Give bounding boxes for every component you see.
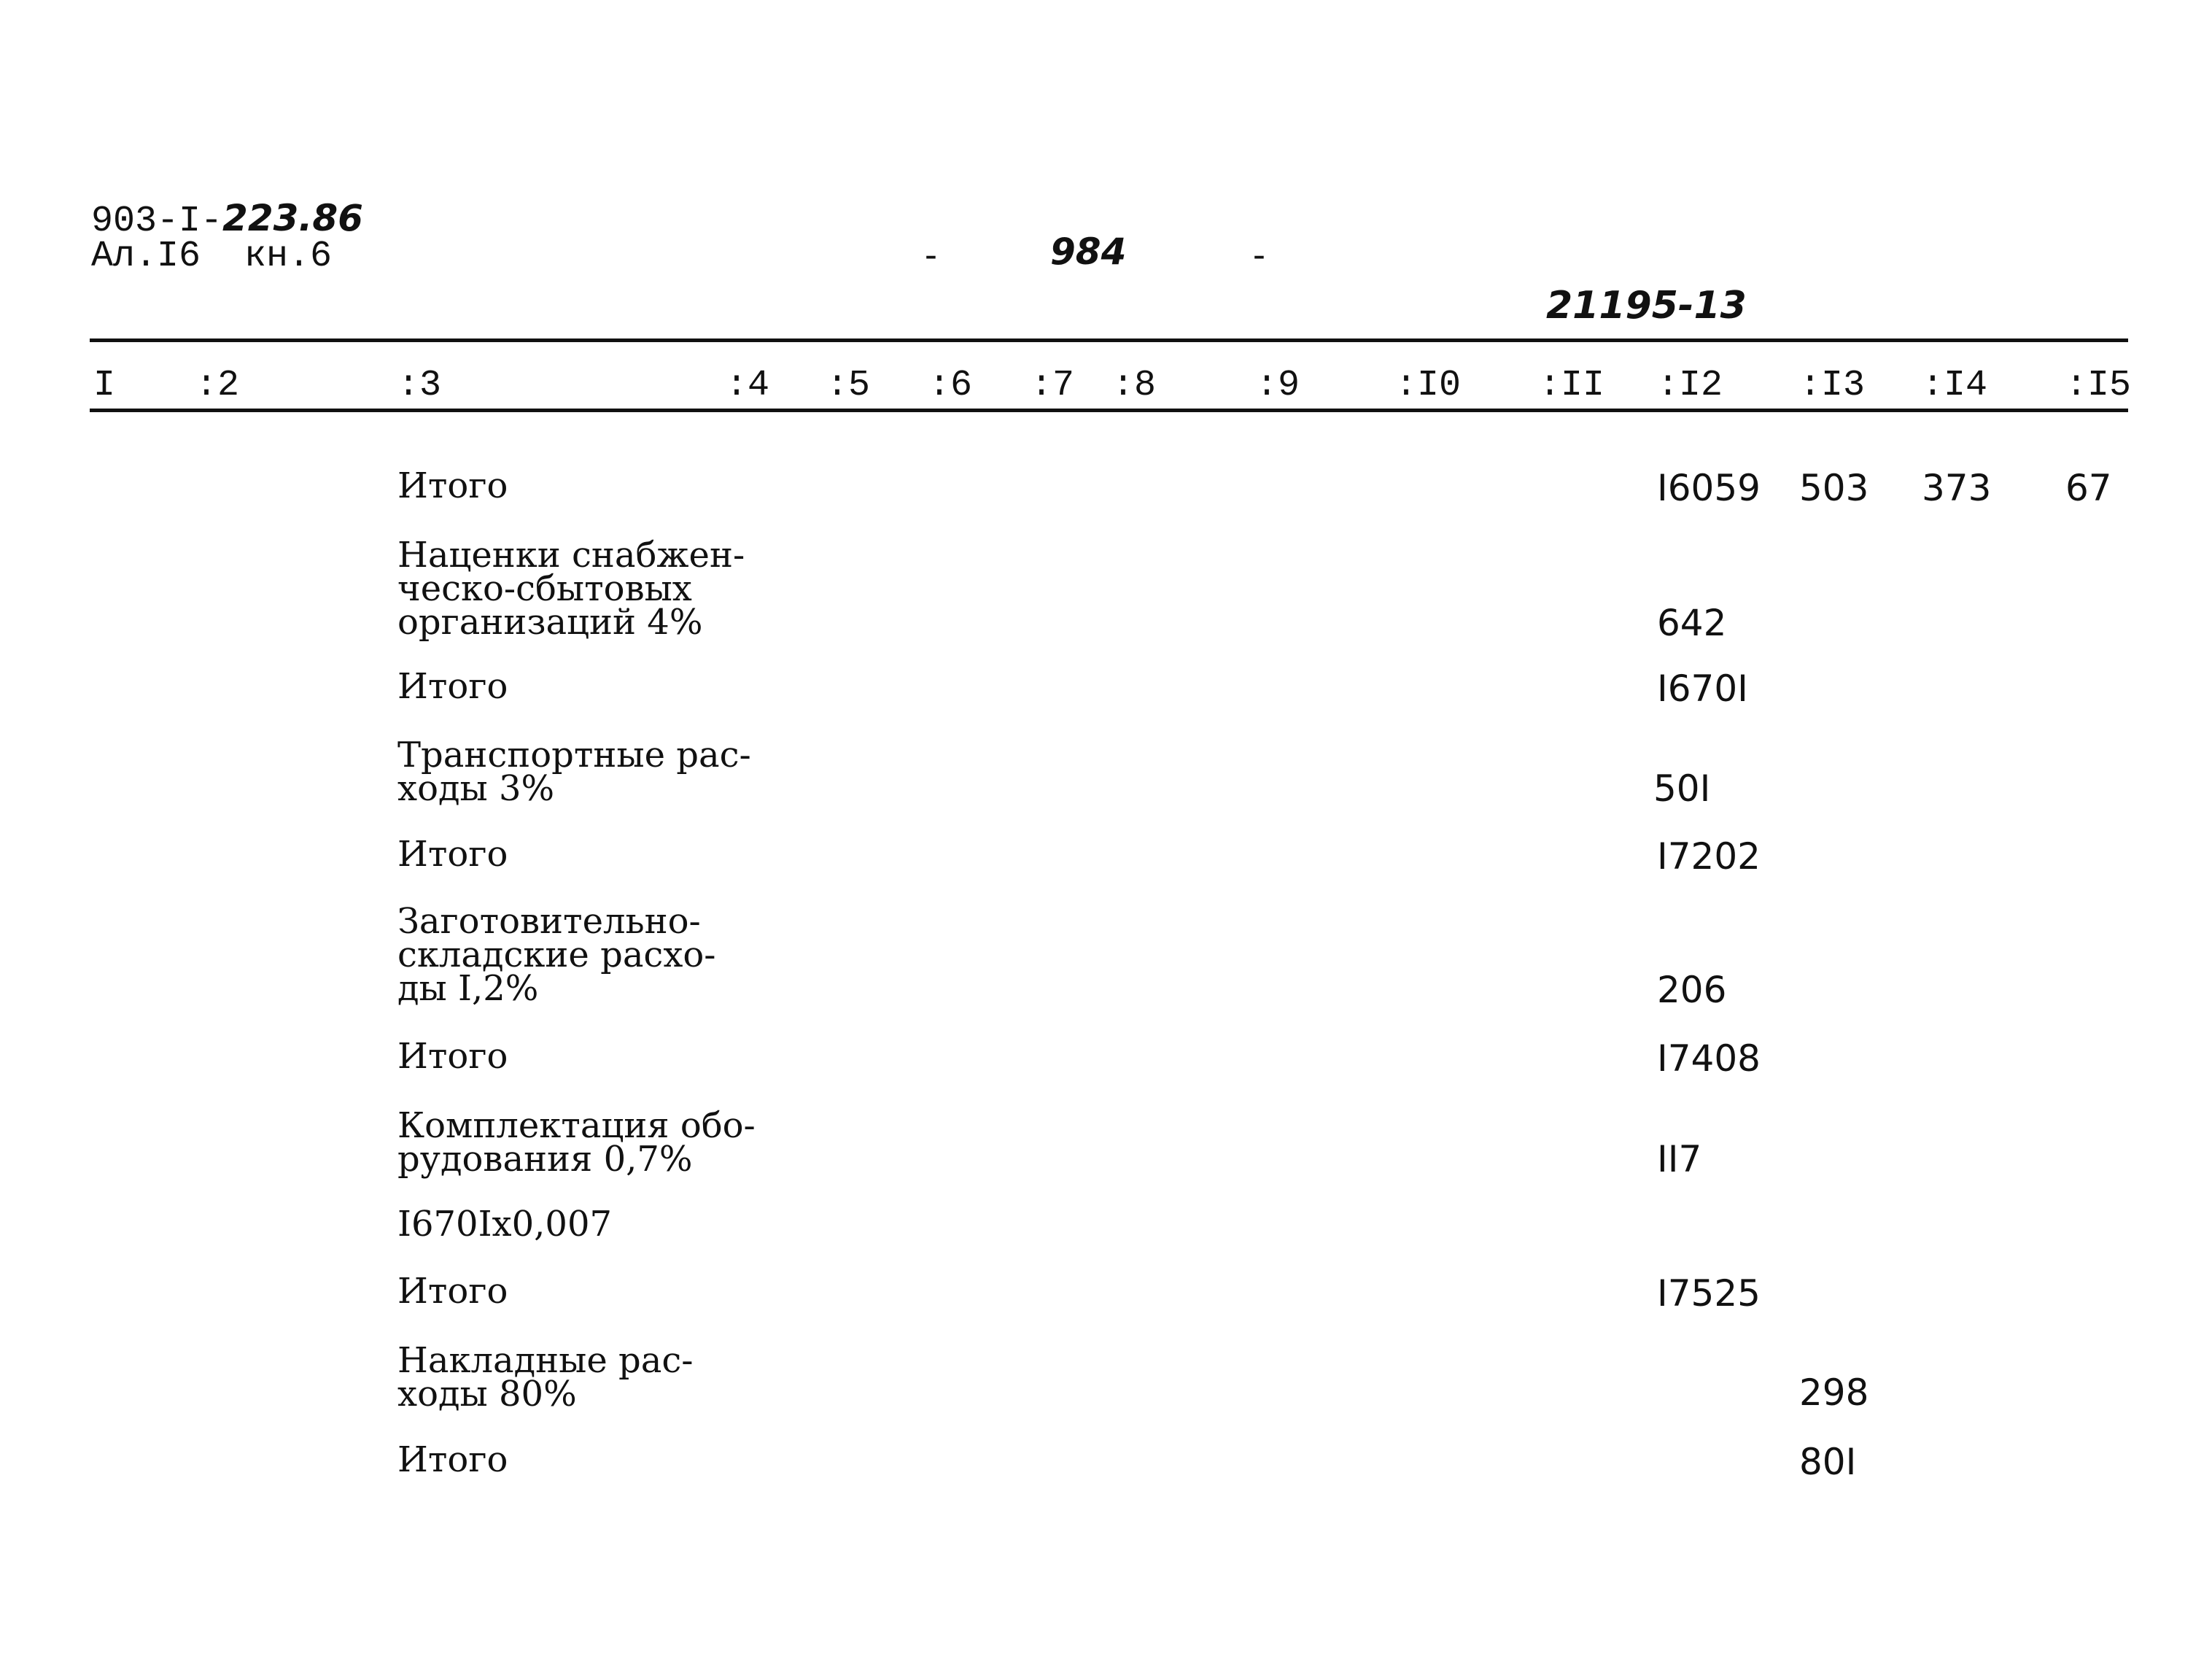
row-value-col12: I670I [1657,667,1748,710]
row-label: Итого [397,666,508,707]
row-label: Транспортные рас- ходы 3% [397,735,751,809]
document-code-prefix: 903-I- [91,201,223,242]
row-label: Итого [397,1271,508,1312]
row-value-col13: 503 [1799,467,1869,509]
col-13: :I3 [1799,365,1866,406]
col-15: :I5 [2065,365,2132,406]
row-label: Итого [397,1036,508,1077]
row-label: Наценки снабжен- ческо-сбытовых организаций 4% [397,535,745,643]
table-top-rule [90,338,2128,342]
row-value-col13: 298 [1799,1371,1869,1414]
album-book: Ал.I6 кн.6 [91,236,333,277]
col-1: I [93,365,116,406]
row-label: Комплектация обо- рудования 0,7% [397,1105,756,1180]
row-label: Накладные рас- ходы 80% [397,1340,694,1415]
row-value-col12: I6059 [1657,467,1761,509]
col-4: :4 [726,365,770,406]
stamp-number: 21195-13 [1546,284,1747,328]
col-14: :I4 [1922,365,1988,406]
page-dash-left: - [925,233,937,276]
row-label: Заготовительно- складские расхо- ды I,2% [397,901,716,1009]
col-12: :I2 [1657,365,1723,406]
row-value-col14: 373 [1922,467,1992,509]
row-label: Итого [397,834,508,875]
col-11: :II [1539,365,1605,406]
page-dash-right: - [1253,233,1265,276]
table-header-rule [90,409,2128,412]
document-code-handwritten: 223.86 [222,197,363,239]
row-value-col15: 67 [2065,467,2112,509]
row-value-col12: I7525 [1657,1272,1761,1315]
row-value-col12: II7 [1657,1138,1702,1180]
row-value-col13: 80I [1799,1441,1857,1483]
col-3: :3 [397,365,442,406]
row-value-col12: I7408 [1657,1037,1761,1080]
row-value-col12: I7202 [1657,835,1761,878]
row-value-col12: 206 [1657,969,1727,1011]
row-label: Итого [397,1439,508,1480]
col-9: :9 [1256,365,1300,406]
page-number: 984 [1050,231,1127,273]
col-8: :8 [1112,365,1157,406]
col-10: :I0 [1395,365,1462,406]
row-value-col12: 50I [1653,767,1711,810]
col-6: :6 [928,365,973,406]
col-5: :5 [826,365,871,406]
row-value-col12: 642 [1657,602,1727,644]
col-2: :2 [195,365,240,406]
row-label: I670Ix0,007 [397,1204,613,1245]
row-label: Итого [397,465,508,506]
col-7: :7 [1031,365,1075,406]
